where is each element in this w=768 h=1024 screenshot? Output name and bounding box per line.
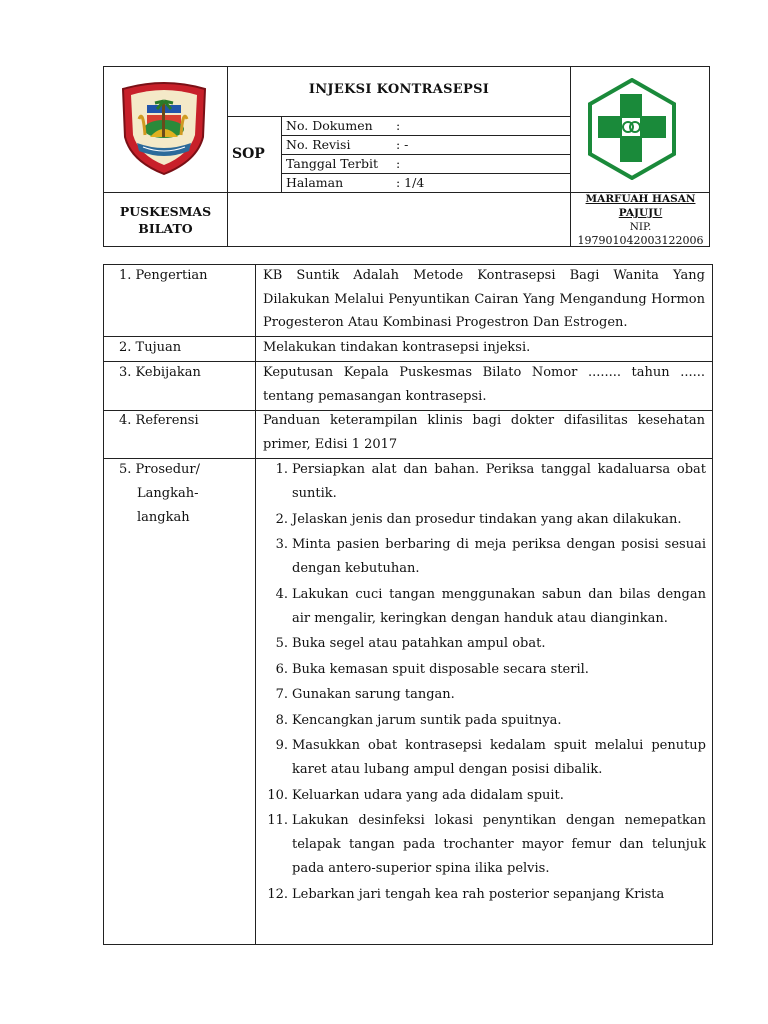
- header-divider: [281, 173, 570, 174]
- step-number: 10.: [267, 787, 288, 803]
- step-number: 2.: [275, 511, 288, 527]
- section-text-referensi: Panduan keterampilan klinis bagi dokter difasilitas kesehatan primer, Edisi 1 2017: [263, 413, 705, 452]
- document-title: INJEKSI KONTRASEPSI: [308, 82, 490, 97]
- step-number: 11.: [267, 813, 288, 828]
- header-divider: [227, 116, 570, 117]
- step-number: 4.: [275, 586, 288, 602]
- procedure-step: [258, 784, 706, 808]
- step-number: 6.: [275, 661, 288, 677]
- step-number: 8.: [275, 712, 288, 728]
- meta-key: No. Dokumen: [286, 118, 373, 133]
- section-label-referensi: 4. Referensi: [119, 413, 199, 428]
- section-label-line: Langkah-: [137, 486, 199, 501]
- step-text: Lakukan cuci tangan menggunakan sabun dan bilas dengan air mengalir, keringkan dengan handuk atau dianginkan.: [292, 586, 706, 626]
- meta-key: Halaman: [286, 175, 344, 190]
- header-divider: [281, 154, 570, 155]
- step-number: 1.: [275, 462, 288, 477]
- step-text: Persiapkan alat dan bahan. Periksa tanggal kadaluarsa obat suntik.: [292, 462, 706, 501]
- step-number: 3.: [275, 537, 288, 552]
- procedure-step: [258, 883, 706, 907]
- meta-value: : -: [396, 137, 409, 152]
- step-text: Buka segel atau patahkan ampul obat.: [292, 636, 546, 651]
- table-column-divider: [255, 264, 256, 945]
- procedure-steps: [258, 458, 706, 908]
- puskesmas-cross-icon: [586, 78, 678, 180]
- step-number: 5.: [275, 636, 288, 651]
- procedure-step: [258, 583, 706, 631]
- procedure-step: [258, 458, 706, 506]
- district-crest-icon: [117, 79, 211, 177]
- step-text: Jelaskan jenis dan prosedur tindakan yang akan dilakukan.: [292, 511, 682, 527]
- procedure-step: [258, 632, 706, 656]
- nip-number: 197901042003122006: [577, 234, 704, 247]
- meta-row-revisi: [286, 137, 408, 152]
- section-text-kebijakan: Keputusan Kepala Puskesmas Bilato Nomor ........ tahun ...... tentang pemasangan kontrasepsi.: [263, 365, 705, 404]
- meta-key: Tanggal Terbit: [286, 156, 379, 171]
- sop-label: SOP: [232, 146, 265, 162]
- procedure-step: [258, 709, 706, 733]
- nip-label: NIP.: [629, 221, 652, 233]
- signer-name: MARFUAH HASAN: [585, 193, 696, 205]
- section-text-pengertian: KB Suntik Adalah Metode Kontrasepsi Bagi Wanita Yang Dilakukan Melalui Penyuntikan Cairan Yang Mengandung Hormon Progesteron Atau Kombinasi Progestron Dan Estrogen.: [263, 268, 705, 330]
- meta-row-dokumen: [286, 118, 400, 133]
- section-label-pengertian: 1. Pengertian: [119, 268, 208, 283]
- step-number: 7.: [275, 687, 288, 702]
- step-text: Buka kemasan spuit disposable secara steril.: [292, 661, 589, 677]
- step-text: Masukkan obat kontrasepsi kedalam spuit melalui penutup karet atau lubang ampul dengan posisi dibalik.: [292, 738, 706, 777]
- procedure-step: [258, 533, 706, 581]
- organization-line: BILATO: [138, 221, 193, 236]
- section-text-tujuan: Melakukan tindakan kontrasepsi injeksi.: [263, 340, 531, 355]
- meta-row-halaman: [286, 175, 424, 190]
- step-text: Minta pasien berbaring di meja periksa dengan posisi sesuai dengan kebutuhan.: [292, 537, 706, 576]
- section-label-prosedur: [119, 458, 200, 530]
- step-number: 12.: [267, 886, 288, 902]
- procedure-step: [258, 809, 706, 881]
- step-number: 9.: [275, 738, 288, 753]
- meta-row-tanggal: [286, 156, 400, 171]
- organization-name: [104, 203, 227, 237]
- meta-value: :: [396, 156, 401, 171]
- meta-key: No. Revisi: [286, 137, 351, 152]
- step-text: Lakukan desinfeksi lokasi penyntikan dengan nemepatkan telapak tangan pada trochanter mayor femur dan telunjuk pada antero-superior spina ilika pelvis.: [292, 813, 706, 876]
- step-text: Keluarkan udara yang ada didalam spuit.: [292, 787, 564, 803]
- step-text: Gunakan sarung tangan.: [292, 687, 455, 702]
- organization-line: PUSKESMAS: [119, 204, 212, 219]
- procedure-step: [258, 508, 706, 532]
- meta-value: :: [396, 118, 401, 133]
- procedure-step: [258, 683, 706, 707]
- meta-value: : 1/4: [396, 175, 425, 190]
- signer-name: PAJUJU: [618, 207, 663, 219]
- step-text: Lebarkan jari tengah kea rah posterior sepanjang Krista: [292, 886, 665, 902]
- section-label-line: 5. Prosedur/: [119, 462, 200, 477]
- section-label-tujuan: 2. Tujuan: [119, 340, 182, 355]
- section-label-line: langkah: [137, 510, 190, 525]
- procedure-step: [258, 734, 706, 782]
- section-label-kebijakan: 3. Kebijakan: [119, 365, 201, 380]
- signature-block: [571, 192, 710, 248]
- procedure-step: [258, 658, 706, 682]
- header-divider: [281, 135, 570, 136]
- step-text: Kencangkan jarum suntik pada spuitnya.: [292, 712, 562, 728]
